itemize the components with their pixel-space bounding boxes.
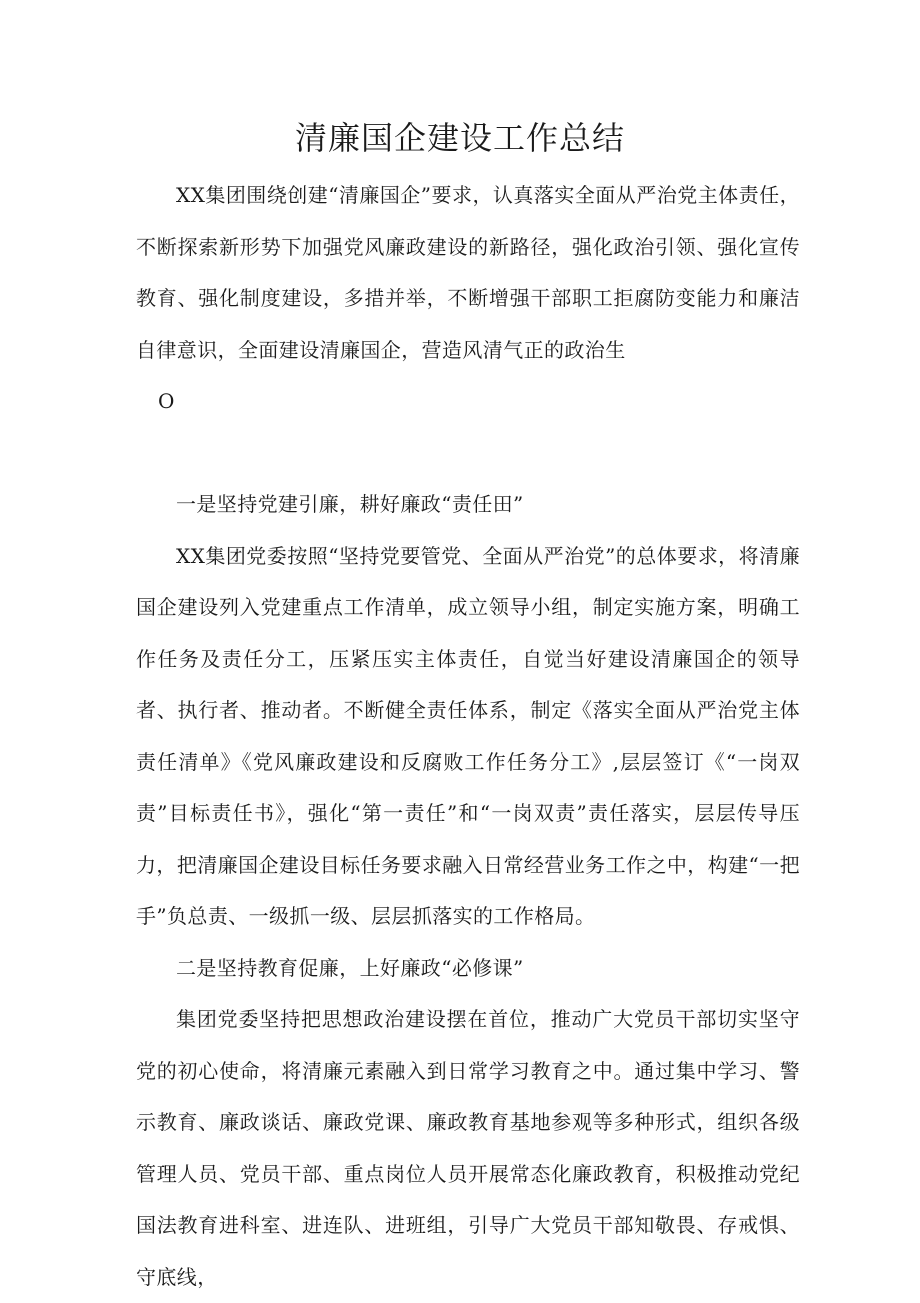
document-body [136, 170, 800, 1303]
section-heading-1: 一是坚持党建引廉，耕好廉政“责任田” [176, 492, 524, 516]
section-heading-2: 二是坚持教育促廉，上好廉政“必修课” [176, 955, 524, 980]
section-paragraph-1: XX集团党委按照“坚持党要管党、全面从严治党”的总体要求，将清廉国企建设列入党建重点工作清单，成立领导小组，制定实施方案，明确工作任务及责任分工，压紧压实主体责任，自觉当好建设清廉国企的领导者、执行者、推动者。不断健全责任体系，制定《落实全面从严治党主体责任清单》《党风廉政建设和反腐败工作任务分工》,层层签订《“一岗双责”目标责任书》，强化“第一责任”和“一岗双责”责任落实，层层传导压力，把清廉国企建设目标任务要求融入日常经营业务工作之中，构建“一把手”负总责、一级抓一级、层层抓落实的工作格局。 [136, 543, 800, 928]
stray-character: O [158, 389, 175, 413]
document-title: 清廉国企建设工作总结 [294, 119, 625, 157]
intro-paragraph: XX集团围绕创建“清廉国企”要求，认真落实全面从严治党主体责任，不断探索新形势下加强党风廉政建设的新路径，强化政治引领、强化宣传教育、强化制度建设，多措并举，不断增强干部职工拒腐防变能力和廉洁自律意识，全面建设清廉国企，营造风清气正的政治生 [136, 183, 800, 362]
section-paragraph-2: 集团党委坚持把思想政治建设摆在首位，推动广大党员干部切实坚守党的初心使命，将清廉元素融入到日常学习教育之中。通过集中学习、警示教育、廉政谈话、廉政党课、廉政教育基地参观等多种形式，组织各级管理人员、党员干部、重点岗位人员开展常态化廉政教育，积极推动党纪国法教育进科室、进连队、进班组，引导广大党员干部知敬畏、存戒惧、守底线， [136, 1007, 800, 1289]
